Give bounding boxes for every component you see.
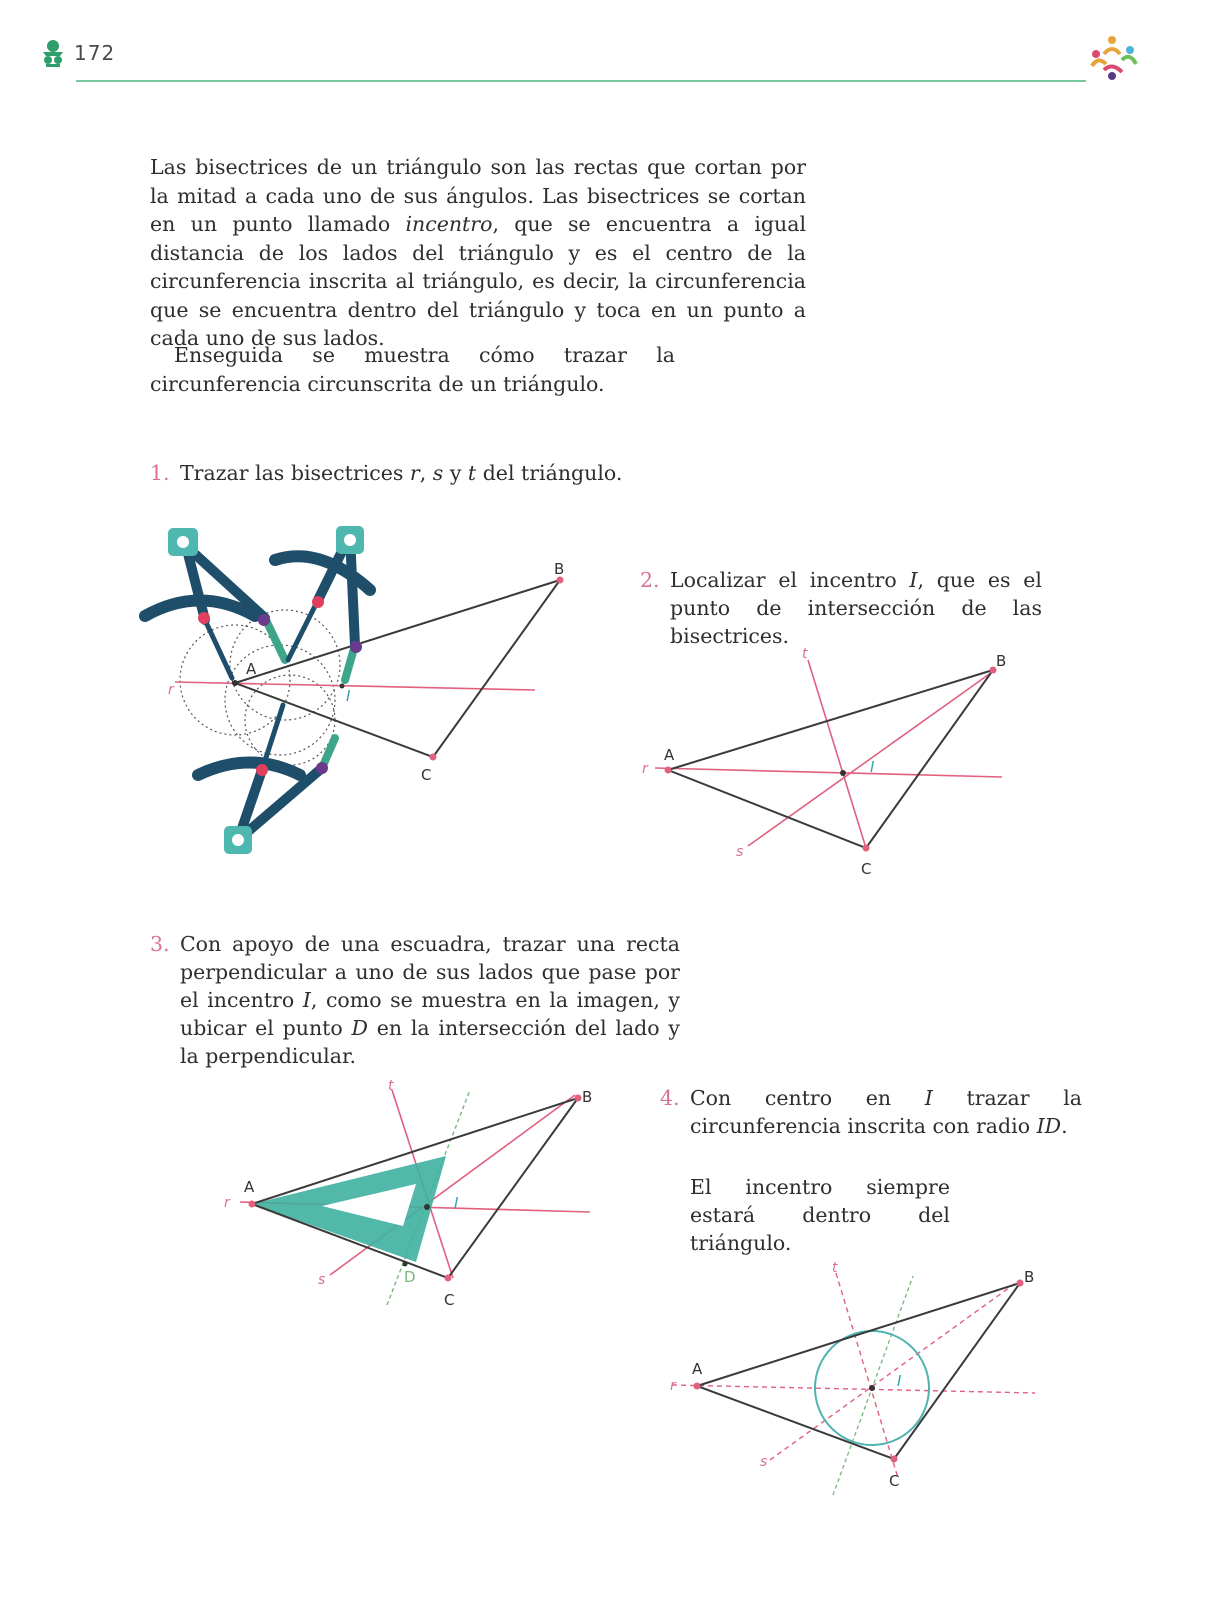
page-number: 172 — [74, 41, 116, 65]
label-i: I — [454, 1194, 459, 1212]
label-r: r — [168, 682, 174, 698]
seal-icon — [40, 38, 66, 68]
step-number: 4. — [660, 1086, 680, 1110]
label-t: t — [388, 1078, 394, 1094]
triangle-abc — [668, 670, 993, 848]
label-c: C — [861, 860, 872, 878]
page-header — [0, 0, 1214, 90]
label-b: B — [1024, 1268, 1035, 1286]
bisector-t — [808, 660, 866, 848]
step-text: Localizar el incentro I, que es el punto de intersección de las bisectrices. — [670, 568, 1042, 648]
figure-2-incenter — [620, 640, 1020, 880]
label-c: C — [421, 766, 432, 784]
label-r: r — [642, 761, 648, 777]
label-s: s — [318, 1272, 326, 1288]
label-s: s — [736, 844, 744, 860]
bisector-t — [836, 1273, 898, 1478]
figure-4-incircle — [660, 1255, 1040, 1495]
label-b: B — [996, 652, 1007, 670]
label-i: I — [897, 1372, 902, 1390]
triangle-abc — [697, 1283, 1020, 1459]
label-r: r — [224, 1195, 230, 1211]
step-number: 1. — [150, 461, 170, 485]
instruction-paragraph: Enseguida se muestra cómo trazar la circunferencia circunscrita de un triángulo. — [150, 343, 675, 396]
label-t: t — [802, 646, 808, 662]
step-text: Con apoyo de una escuadra, trazar una recta perpendicular a uno de sus lados que pase por el incentro I, como se muestra en la imagen, y ubicar el punto D en la intersección del lado y la perpendicular. — [180, 932, 680, 1068]
colorful-figures-logo-icon — [1086, 30, 1142, 86]
compass-icon — [275, 526, 370, 680]
step-text: Con centro en I trazar la circunferencia inscrita con radio ID. — [690, 1086, 1082, 1138]
bisector-r — [672, 1385, 1035, 1393]
label-i: I — [870, 758, 875, 776]
label-a: A — [664, 746, 675, 764]
label-d: D — [404, 1268, 416, 1286]
incenter-note: El incentro siempre estará dentro del triángulo. — [690, 1175, 950, 1255]
step-number: 3. — [150, 932, 170, 956]
label-a: A — [246, 660, 257, 678]
bisector-r — [655, 768, 1002, 777]
label-s: s — [760, 1454, 768, 1470]
figure-3-set-square — [215, 1075, 605, 1315]
figure-1-compass-bisectors — [130, 505, 590, 885]
compass-icon — [145, 528, 285, 678]
label-c: C — [444, 1291, 455, 1309]
intro-paragraph: Las bisectrices de un triángulo son las rectas que cortan por la mitad a cada uno de sus ángulos. Las bisectrices se cortan en un punto llamado incentro, que se encuentra a igual distancia de los lados del triángulo y es el centro de la circunferencia inscrita al triángulo, es decir, la circunferencia que se encuentra dentro del triángulo y toca en un punto a cada uno de sus lados. — [150, 155, 807, 350]
compass-icon — [198, 705, 335, 854]
label-a: A — [244, 1178, 255, 1196]
bisector-s — [770, 1280, 1020, 1460]
incentro-term: incentro — [405, 212, 493, 236]
label-c: C — [889, 1472, 900, 1490]
label-b: B — [554, 560, 565, 578]
construction-arcs — [180, 610, 340, 765]
label-b: B — [582, 1088, 593, 1106]
step-number: 2. — [640, 568, 660, 592]
header-rule — [76, 80, 1086, 82]
triangle-abc — [235, 580, 560, 757]
label-a: A — [692, 1360, 703, 1378]
label-i: I — [346, 687, 351, 705]
label-r: r — [670, 1378, 676, 1394]
step-text: Trazar las bisectrices r, s y t del triángulo. — [180, 461, 623, 485]
label-t: t — [832, 1260, 838, 1276]
